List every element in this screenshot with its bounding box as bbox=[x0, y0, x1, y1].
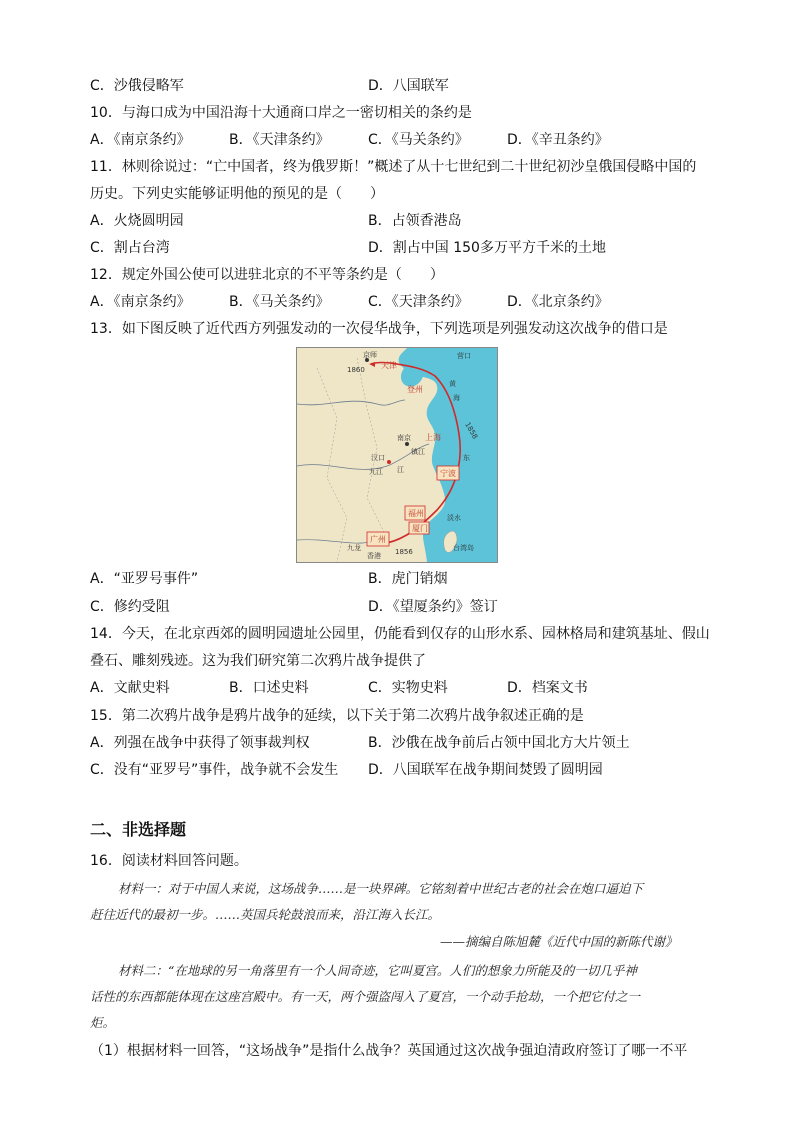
map-label-xiamen: 厦门 bbox=[412, 524, 428, 533]
q14-option-c[interactable]: C．实物史料 bbox=[368, 680, 448, 696]
map-city-dot-nanjing bbox=[405, 442, 409, 446]
q10-option-d[interactable]: D．《辛丑条约》 bbox=[507, 132, 609, 148]
q11-stem-line2: 历史。下列史实能够证明他的预见的是（ ） bbox=[90, 186, 384, 202]
map-label-hankou: 汉口 bbox=[371, 454, 385, 462]
map-label-1856: 1856 bbox=[395, 548, 413, 556]
q13-stem: 13．如下图反映了近代西方列强发动的一次侵华战争，下列选项是列强发动这次战争的借口是 bbox=[90, 321, 668, 337]
q10-option-c[interactable]: C．《马关条约》 bbox=[368, 132, 469, 148]
q16-material1-line2: 赶往近代的最初一步。……英国兵轮鼓浪而来，沿江海入长江。 bbox=[90, 907, 441, 922]
q16-material1-line1: 材料一：对于中国人来说，这场战争……是一块界碑。它铭刻着中世纪古老的社会在炮口逼迫下 bbox=[118, 881, 644, 896]
q12-option-c[interactable]: C．《天津条约》 bbox=[368, 294, 469, 310]
map-label-river: 江 bbox=[397, 466, 404, 474]
q11-stem-line1: 11．林则徐说过：“亡中国者，终为俄罗斯！”概述了从十七世纪到二十世纪初沙皇俄国侵略中国的 bbox=[90, 159, 697, 175]
q12-stem: 12．规定外国公使可以进驻北京的不平等条约是（ ） bbox=[90, 267, 444, 283]
q14-option-a[interactable]: A．文献史料 bbox=[90, 680, 170, 696]
q10-option-a[interactable]: A．《南京条约》 bbox=[90, 132, 191, 148]
q11-option-c[interactable]: C．割占台湾 bbox=[90, 240, 170, 256]
q12-option-b[interactable]: B．《马关条约》 bbox=[229, 294, 330, 310]
map-label-dengzhou: 登州 bbox=[407, 385, 423, 394]
q13-option-c[interactable]: C．修约受阻 bbox=[90, 599, 170, 615]
q16-subquestion-1: （1）根据材料一回答，“这场战争”是指什么战争？英国通过这次战争强迫清政府签订了哪一不平 bbox=[90, 1043, 688, 1059]
q15-option-b[interactable]: B．沙俄在战争前后占领中国北方大片领土 bbox=[368, 735, 630, 751]
q15-option-a[interactable]: A．列强在战争中获得了领事裁判权 bbox=[90, 735, 310, 751]
map-label-jiujiang: 九江 bbox=[369, 468, 383, 476]
map-label-beijing: 京师 bbox=[363, 351, 377, 359]
q10-option-b[interactable]: B．《天津条约》 bbox=[229, 132, 330, 148]
second-opium-war-map bbox=[296, 347, 498, 563]
map-label-east: 东 bbox=[463, 454, 470, 462]
q13-option-d[interactable]: D．《望厦条约》签订 bbox=[368, 599, 498, 615]
map-city-dot-hankou bbox=[387, 460, 391, 464]
map-label-zhenjiang: 镇江 bbox=[411, 448, 425, 456]
q16-material2-line2: 话性的东西都能体现在这座宫殿中。有一天，两个强盗闯入了夏宫，一个动手抢劫，一个把它付之一 bbox=[90, 989, 641, 1004]
map-label-fuzhou: 福州 bbox=[408, 509, 424, 518]
q15-stem: 15．第二次鸦片战争是鸦片战争的延续，以下关于第二次鸦片战争叙述正确的是 bbox=[90, 708, 584, 724]
map-label-sea: 海 bbox=[453, 394, 460, 402]
map-label-xianggang: 香港 bbox=[367, 552, 381, 560]
q16-material2-line3: 炬。 bbox=[90, 1015, 116, 1030]
q11-option-a[interactable]: A．火烧圆明园 bbox=[90, 213, 184, 229]
map-label-nanjing: 南京 bbox=[397, 434, 411, 442]
q9-option-c[interactable]: C．沙俄侵略军 bbox=[90, 78, 184, 94]
q14-option-d[interactable]: D．档案文书 bbox=[507, 680, 588, 696]
q16-material2-line1: 材料二：“在地球的另一角落里有一个人间奇迹，它叫夏宫。人们的想象力所能及的一切几乎神 bbox=[118, 963, 637, 978]
map-label-danshui: 淡水 bbox=[447, 514, 461, 522]
map-label-tianjin: 天津 bbox=[381, 361, 397, 370]
q11-option-b[interactable]: B．占领香港岛 bbox=[368, 213, 462, 229]
q14-stem-line1: 14．今天，在北京西郊的圆明园遗址公园里，仍能看到仅存的山形水系、园林格局和建筑基址、假山 bbox=[90, 626, 710, 642]
map-label-1860: 1860 bbox=[347, 366, 365, 374]
map-label-jiulong: 九龙 bbox=[347, 544, 361, 552]
section-title-non-choice: 二、非选择题 bbox=[90, 820, 187, 839]
q10-stem: 10．与海口成为中国沿海十大通商口岸之一密切相关的条约是 bbox=[90, 105, 472, 121]
q15-option-c[interactable]: C．没有“亚罗号”事件，战争就不会发生 bbox=[90, 762, 339, 778]
map-label-yellow-sea: 黄 bbox=[449, 380, 456, 388]
q13-option-b[interactable]: B．虎门销烟 bbox=[368, 571, 448, 587]
map-label-ningbo: 宁波 bbox=[440, 469, 456, 478]
q14-stem-line2: 叠石、雕刻残迹。这为我们研究第二次鸦片战争提供了 bbox=[90, 653, 426, 669]
map-label-guangzhou: 广州 bbox=[370, 535, 386, 544]
q16-material1-source: ——摘编自陈旭麓《近代中国的新陈代谢》 bbox=[440, 934, 678, 949]
map-label-shanghai: 上海 bbox=[425, 433, 441, 442]
map-svg bbox=[297, 348, 497, 562]
q12-option-a[interactable]: A．《南京条约》 bbox=[90, 294, 191, 310]
q14-option-b[interactable]: B．口述史料 bbox=[229, 680, 309, 696]
q11-option-d[interactable]: D．割占中国 150多万平方千米的土地 bbox=[368, 240, 606, 256]
q12-option-d[interactable]: D．《北京条约》 bbox=[507, 294, 609, 310]
map-label-1858: 1858 bbox=[463, 421, 480, 441]
map-label-taiwan: 台湾岛 bbox=[453, 544, 474, 552]
q16-stem: 16．阅读材料回答问题。 bbox=[90, 853, 248, 869]
q15-option-d[interactable]: D．八国联军在战争期间焚毁了圆明园 bbox=[368, 762, 603, 778]
map-label-yingkou: 营口 bbox=[457, 352, 471, 360]
q9-option-d[interactable]: D．八国联军 bbox=[368, 78, 449, 94]
q13-option-a[interactable]: A．“亚罗号事件” bbox=[90, 571, 199, 587]
